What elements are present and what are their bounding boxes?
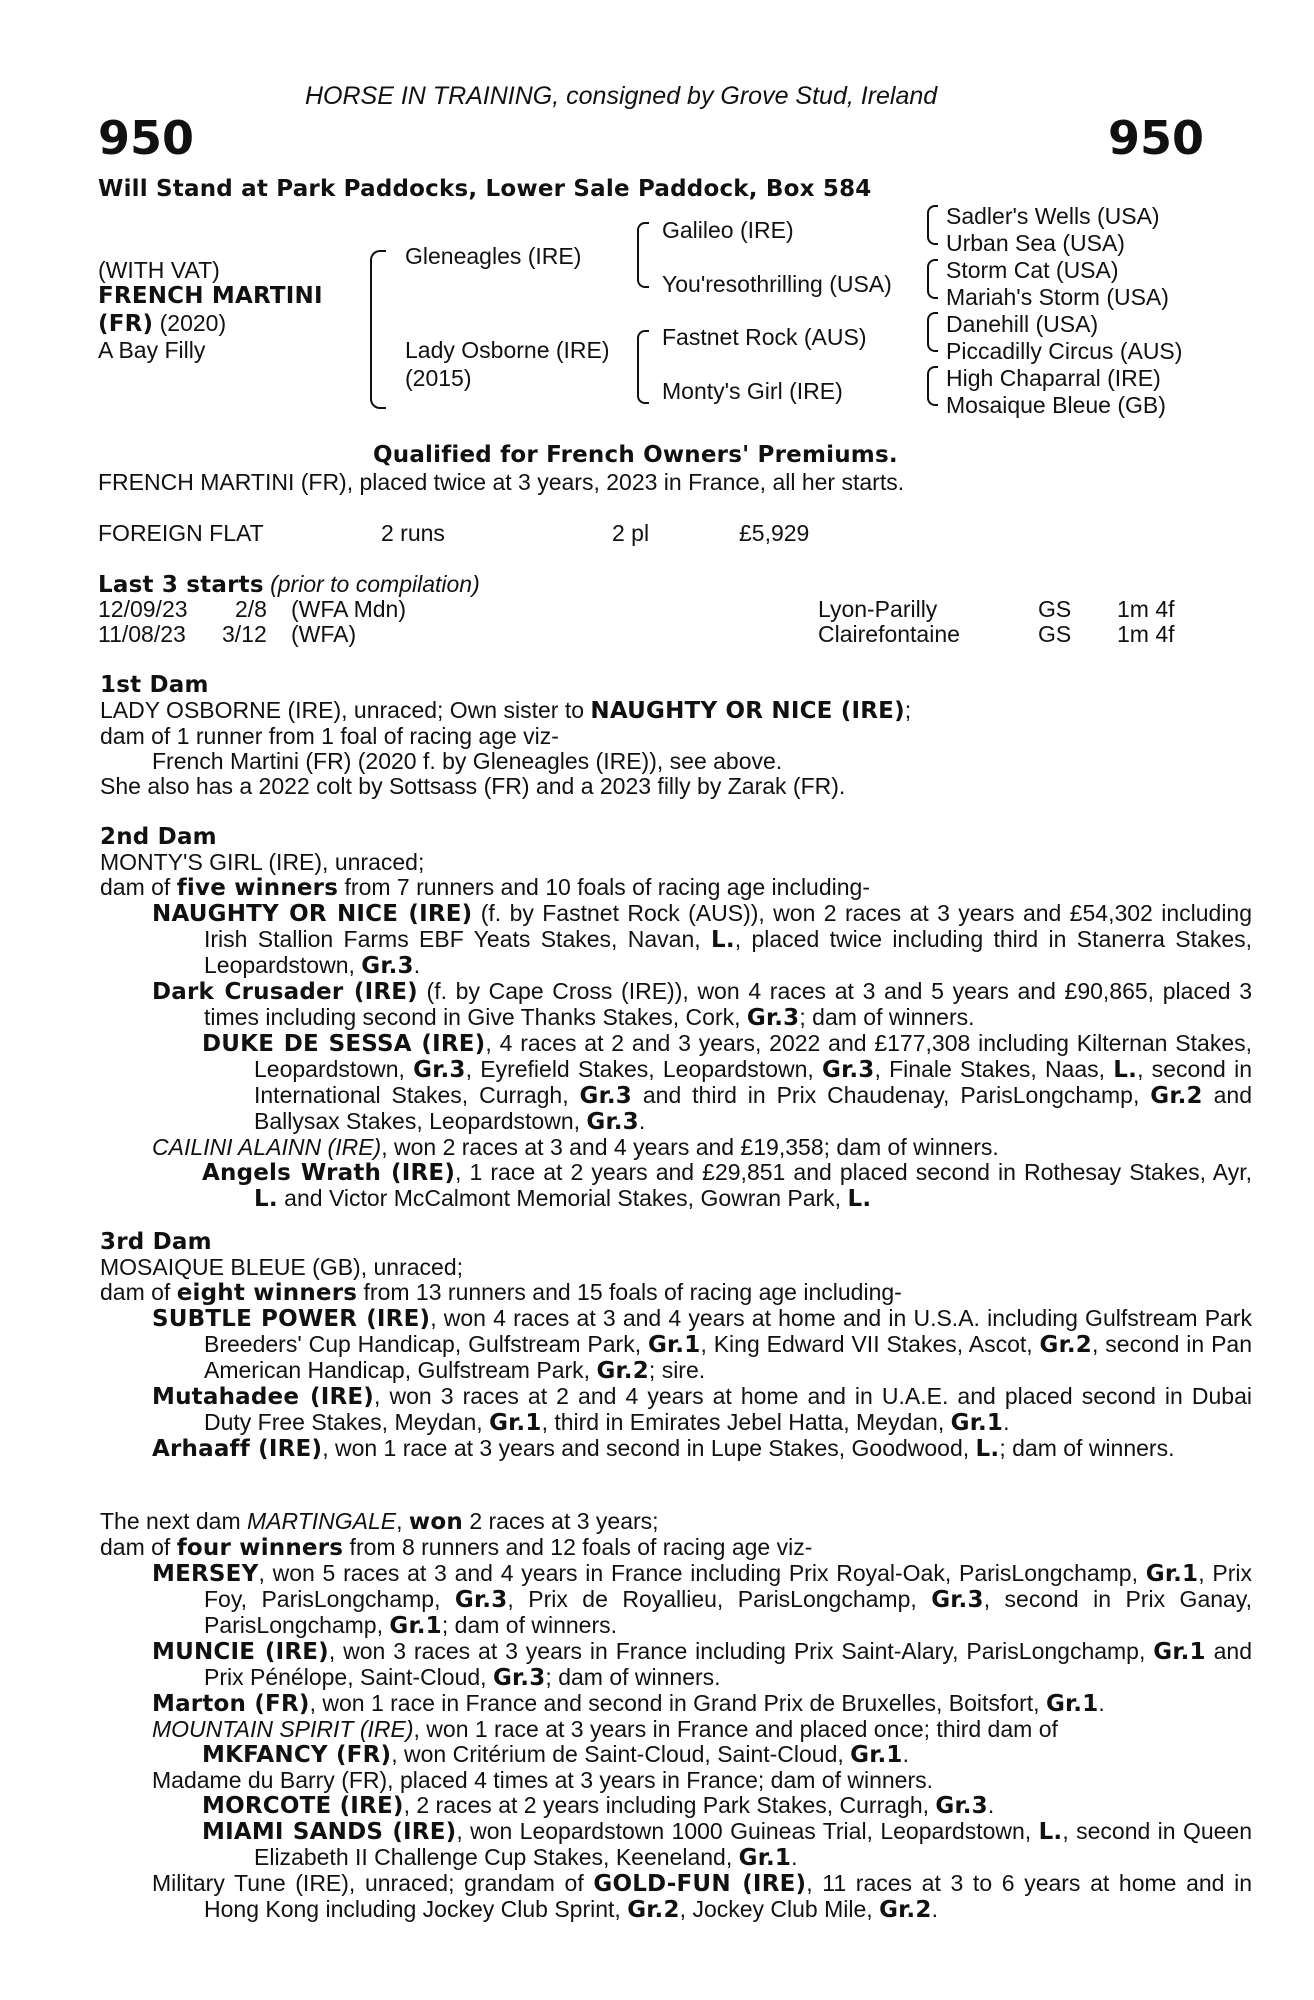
text: and Victor McCalmont Memorial Stakes, Gowran Park, bbox=[277, 1185, 848, 1211]
horse-name: MUNCIE (IRE) bbox=[152, 1639, 329, 1665]
text: , Jockey Club Mile, bbox=[679, 1896, 880, 1922]
pedigree-dam: Lady Osborne (IRE) bbox=[405, 337, 610, 363]
horse-name: Angels Wrath (IRE) bbox=[202, 1160, 456, 1186]
last-starts-note: (prior to compilation) bbox=[270, 571, 480, 597]
produce-entry bbox=[152, 1135, 1252, 1160]
text: , 4 races at 2 and 3 years, 2022 and £177,308 including Kilternan Stakes, Leopardstown, bbox=[254, 1030, 1252, 1082]
first-dam-heading: 1st Dam bbox=[100, 672, 209, 698]
grade: L. bbox=[1113, 1057, 1138, 1083]
vat-note: (WITH VAT) bbox=[98, 257, 220, 283]
text: , Prix Foy, ParisLongchamp, bbox=[204, 1560, 1252, 1612]
third-dam-heading: 3rd Dam bbox=[100, 1229, 212, 1255]
start-date: 12/09/23 bbox=[98, 596, 188, 622]
start-distance: 1m 4f bbox=[1117, 621, 1175, 647]
winners-count: four winners bbox=[176, 1535, 344, 1561]
text: ; sire. bbox=[648, 1357, 706, 1383]
produce-entry bbox=[202, 1160, 1252, 1212]
second-dam-section bbox=[100, 824, 1253, 1212]
produce-entry bbox=[152, 901, 1252, 979]
horse-name: DUKE DE SESSA (IRE) bbox=[202, 1031, 486, 1057]
grade: Gr.2 bbox=[596, 1358, 649, 1384]
text: dam of bbox=[100, 1534, 177, 1560]
horse-name: Arhaaff (IRE) bbox=[152, 1436, 323, 1462]
pedigree-dds: High Chaparral (IRE) bbox=[946, 365, 1161, 391]
horse-name: MKFANCY (FR) bbox=[202, 1742, 392, 1768]
first-dam-foal: French Martini (FR) (2020 f. by Gleneagles (IRE)), see above. bbox=[152, 748, 783, 774]
text: , Finale Stakes, Naas, bbox=[874, 1056, 1114, 1082]
last-starts-title: Last 3 starts bbox=[98, 572, 264, 598]
pedigree-brace-ds bbox=[927, 312, 938, 352]
text: . bbox=[1098, 1690, 1105, 1716]
text: . bbox=[638, 1108, 646, 1134]
text: from 7 runners and 10 foals of racing age including- bbox=[338, 874, 870, 900]
start-going: GS bbox=[1038, 596, 1072, 622]
grade: Gr.1 bbox=[647, 1332, 701, 1358]
text: from 8 runners and 12 foals of racing age viz- bbox=[343, 1534, 813, 1560]
produce-entry bbox=[152, 1306, 1252, 1384]
pedigree-sss: Sadler's Wells (USA) bbox=[946, 203, 1160, 229]
start-race: (WFA) bbox=[291, 621, 357, 647]
text: and third in Prix Chaudenay, ParisLongchamp, bbox=[631, 1082, 1151, 1108]
produce-entry bbox=[202, 1819, 1252, 1871]
text: ; dam of winners. bbox=[799, 1004, 975, 1030]
pedigree-dd: Monty's Girl (IRE) bbox=[662, 378, 843, 404]
text: , Eyrefield Stakes, Leopardstown, bbox=[465, 1056, 823, 1082]
premium-note: Qualified for French Owners' Premiums. bbox=[373, 442, 898, 468]
pedigree-brace-main bbox=[370, 250, 386, 409]
horse-country: (FR) bbox=[98, 311, 154, 337]
grade: Gr.1 bbox=[950, 1410, 1004, 1436]
grade: L. bbox=[710, 927, 735, 953]
horse-name: MIAMI SANDS (IRE) bbox=[202, 1819, 457, 1845]
pedigree-sdd: Mariah's Storm (USA) bbox=[946, 284, 1169, 310]
horse-description: A Bay Filly bbox=[98, 337, 206, 363]
horse-name: NAUGHTY OR NICE (IRE) bbox=[152, 901, 473, 927]
produce-entry bbox=[152, 979, 1252, 1031]
grade: Gr.3 bbox=[492, 1665, 546, 1691]
horse-name: Dark Crusader (IRE) bbox=[152, 979, 418, 1005]
pedigree-brace-ss bbox=[927, 205, 938, 245]
horse-name: GOLD-FUN (IRE) bbox=[593, 1871, 807, 1897]
grade: L. bbox=[847, 1186, 872, 1212]
lot-number-left: 950 bbox=[98, 111, 195, 165]
grade: Gr.1 bbox=[1045, 1691, 1099, 1717]
second-dam-produce bbox=[100, 875, 1200, 901]
third-dam-line: MOSAIQUE BLEUE (GB), unraced; bbox=[100, 1254, 464, 1280]
third-dam-section bbox=[100, 1229, 1252, 1462]
text: , won 1 race in France and second in Grand Prix de Bruxelles, Boitsfort, bbox=[309, 1690, 1046, 1716]
text: Madame du Barry (FR), placed 4 times at 3 years in France; dam of winners. bbox=[152, 1767, 934, 1793]
first-dam-younger: She also has a 2022 colt by Sottsass (FR) and a 2023 filly by Zarak (FR). bbox=[100, 773, 846, 799]
text: , bbox=[396, 1508, 409, 1534]
lot-number-right: 950 bbox=[1108, 111, 1205, 165]
produce-entry bbox=[152, 1717, 1252, 1742]
produce-entry bbox=[152, 1639, 1252, 1691]
produce-entry bbox=[152, 1561, 1252, 1639]
first-dam-line bbox=[100, 698, 1200, 724]
start-position: 2/8 bbox=[235, 596, 267, 622]
text: . bbox=[791, 1844, 798, 1870]
consignment-line: HORSE IN TRAINING, consigned by Grove Stud, Ireland bbox=[305, 82, 938, 110]
text: , 11 races at 3 to 6 years at home and in Hong Kong including Jockey Club Sprint, bbox=[204, 1870, 1253, 1922]
first-dam-produce: dam of 1 runner from 1 foal of racing age viz- bbox=[100, 723, 559, 749]
produce-entry bbox=[152, 1384, 1252, 1436]
text: ; dam of winners. bbox=[545, 1664, 721, 1690]
grade: Gr.3 bbox=[931, 1587, 984, 1613]
winners-count: eight winners bbox=[176, 1280, 358, 1306]
horse-name: FRENCH MARTINI bbox=[98, 283, 323, 309]
pedigree-dam-year: (2015) bbox=[405, 365, 472, 391]
horse-name: MOUNTAIN SPIRIT (IRE) bbox=[152, 1716, 414, 1742]
text: The next dam bbox=[100, 1508, 248, 1534]
start-date: 11/08/23 bbox=[98, 621, 186, 647]
pedigree-sire: Gleneagles (IRE) bbox=[405, 243, 582, 269]
start-course: Lyon-Parilly bbox=[818, 596, 938, 622]
text: and Ballysax Stakes, Leopardstown, bbox=[254, 1082, 1252, 1134]
text: , 2 races at 2 years including Park Stakes, Curragh, bbox=[403, 1792, 936, 1818]
next-dam-produce bbox=[100, 1535, 1200, 1561]
text: , third in Emirates Jebel Hatta, Meydan, bbox=[541, 1409, 951, 1435]
pedigree-ds: Fastnet Rock (AUS) bbox=[662, 324, 867, 350]
text: dam of bbox=[100, 1279, 177, 1305]
grade: L. bbox=[254, 1186, 278, 1212]
text: (f. by Fastnet Rock (AUS)), won 2 races at 3 years and £54,302 including Irish Stallion Farms EBF Yeats Stakes, Navan, bbox=[204, 900, 1253, 952]
text: , won Critérium de Saint-Cloud, Saint-Cloud, bbox=[391, 1741, 851, 1767]
horse-name: CAILINI ALAINN (IRE) bbox=[152, 1134, 382, 1160]
text: . bbox=[413, 952, 421, 978]
first-dam-sister: NAUGHTY OR NICE (IRE) bbox=[590, 698, 905, 724]
text: , second in International Stakes, Curragh, bbox=[254, 1056, 1252, 1108]
horse-name: Marton (FR) bbox=[152, 1691, 310, 1717]
grade: Gr.2 bbox=[627, 1897, 680, 1923]
text: , Prix de Royallieu, ParisLongchamp, bbox=[507, 1586, 932, 1612]
text: . bbox=[1003, 1409, 1010, 1435]
grade: Gr.1 bbox=[850, 1742, 903, 1768]
text: (f. by Cape Cross (IRE)), won 4 races at 3 and 5 years and £90,865, placed 3 times including second in Give Thanks Stakes, Cork, bbox=[204, 978, 1253, 1030]
stand-location: Will Stand at Park Paddocks, Lower Sale Paddock, Box 584 bbox=[98, 176, 872, 202]
second-dam-heading: 2nd Dam bbox=[100, 824, 217, 850]
produce-entry bbox=[152, 1436, 1252, 1462]
pedigree-dss: Danehill (USA) bbox=[946, 311, 1099, 337]
pedigree-dsd: Piccadilly Circus (AUS) bbox=[946, 338, 1183, 364]
text: . bbox=[987, 1792, 995, 1818]
last-starts-heading bbox=[98, 572, 480, 598]
grade: Gr.3 bbox=[579, 1083, 632, 1109]
first-dam-text: LADY OSBORNE (IRE), unraced; Own sister to bbox=[100, 697, 591, 723]
horse-country-year bbox=[98, 311, 226, 337]
grade: Gr.2 bbox=[1039, 1332, 1093, 1358]
winners-count: five winners bbox=[176, 875, 339, 901]
grade: Gr.3 bbox=[413, 1057, 466, 1083]
text: , second in Queen Elizabeth II Challenge Cup Stakes, Keeneland, bbox=[254, 1818, 1253, 1870]
start-position: 3/12 bbox=[222, 621, 267, 647]
grade: Gr.3 bbox=[361, 953, 414, 979]
text: , won 3 races at 2 and 4 years at home and in U.A.E. and placed second in Dubai Duty Free Stakes, Meydan, bbox=[204, 1383, 1252, 1435]
text: , won 4 races at 3 and 4 years at home and in U.S.A. including Gulfstream Park Breeders' Cup Handicap, Gulfstream Park, bbox=[204, 1305, 1252, 1357]
start-distance: 1m 4f bbox=[1117, 596, 1175, 622]
start-going: GS bbox=[1038, 621, 1072, 647]
produce-entry bbox=[202, 1031, 1252, 1135]
text: , placed twice including third in Stanerra Stakes, Leopardstown, bbox=[204, 926, 1253, 978]
racing-summary: FRENCH MARTINI (FR), placed twice at 3 years, 2023 in France, all her starts. bbox=[98, 469, 905, 495]
text: , 1 race at 2 years and £29,851 and placed second in Rothesay Stakes, Ayr, bbox=[455, 1159, 1252, 1185]
grade: Gr.2 bbox=[879, 1897, 932, 1923]
pedigree-brace-sire bbox=[637, 222, 649, 288]
horse-name: MORCOTE (IRE) bbox=[202, 1793, 404, 1819]
next-dam-name: MARTINGALE bbox=[247, 1508, 397, 1534]
produce-entry bbox=[152, 1871, 1252, 1923]
text: from 13 runners and 15 foals of racing age including- bbox=[357, 1279, 902, 1305]
grade: Gr.1 bbox=[738, 1845, 792, 1871]
pedigree-ddd: Mosaique Bleue (GB) bbox=[946, 392, 1166, 418]
text: , won 3 races at 3 years in France including Prix Saint-Alary, ParisLongchamp, bbox=[328, 1638, 1154, 1664]
grade: Gr.2 bbox=[1150, 1083, 1203, 1109]
produce-entry bbox=[152, 1768, 1252, 1793]
text: Military Tune (IRE), unraced; grandam of bbox=[152, 1870, 594, 1896]
grade: Gr.1 bbox=[1145, 1561, 1199, 1587]
text: , won 5 races at 3 and 4 years in France including Prix Royal-Oak, ParisLongchamp, bbox=[258, 1560, 1146, 1586]
text: and Prix Pénélope, Saint-Cloud, bbox=[204, 1638, 1253, 1690]
text: , King Edward VII Stakes, Ascot, bbox=[700, 1331, 1040, 1357]
pedigree-brace-dd bbox=[927, 366, 938, 406]
won-label: won bbox=[408, 1509, 463, 1535]
next-dam-line bbox=[100, 1509, 1200, 1535]
text: 2 races at 3 years; bbox=[462, 1508, 659, 1534]
record-placed: 2 pl bbox=[612, 520, 650, 546]
produce-entry bbox=[202, 1793, 1252, 1819]
grade: Gr.3 bbox=[586, 1109, 639, 1135]
text: ; dam of winners. bbox=[441, 1612, 618, 1638]
start-course: Clairefontaine bbox=[818, 621, 960, 647]
grade: Gr.3 bbox=[746, 1005, 800, 1031]
text: , second in Prix Ganay, ParisLongchamp, bbox=[204, 1586, 1253, 1638]
text: , second in Pan American Handicap, Gulfstream Park, bbox=[204, 1331, 1252, 1383]
text: , won 1 race at 3 years and second in Lupe Stakes, Goodwood, bbox=[322, 1435, 976, 1461]
grade: Gr.1 bbox=[1153, 1639, 1206, 1665]
pedigree-brace-dam bbox=[637, 330, 649, 404]
text: dam of bbox=[100, 874, 177, 900]
record-category: FOREIGN FLAT bbox=[98, 520, 264, 546]
grade: Gr.3 bbox=[935, 1793, 988, 1819]
record-runs: 2 runs bbox=[381, 520, 445, 546]
record-earnings: £5,929 bbox=[739, 520, 810, 546]
horse-name: MERSEY bbox=[152, 1561, 259, 1587]
horse-name: Mutahadee (IRE) bbox=[152, 1384, 375, 1410]
text: , won 2 races at 3 and 4 years and £19,358; dam of winners. bbox=[381, 1134, 999, 1160]
grade: Gr.1 bbox=[489, 1410, 542, 1436]
pedigree-sd: You'resothrilling (USA) bbox=[662, 271, 892, 297]
pedigree-ssd: Urban Sea (USA) bbox=[946, 230, 1125, 256]
first-dam-punct: ; bbox=[904, 697, 912, 723]
grade: Gr.3 bbox=[822, 1057, 875, 1083]
horse-year: (2020) bbox=[153, 310, 227, 336]
produce-entry bbox=[202, 1742, 1252, 1768]
text: . bbox=[902, 1741, 910, 1767]
grade: Gr.1 bbox=[389, 1613, 442, 1639]
text: , won Leopardstown 1000 Guineas Trial, Leopardstown, bbox=[456, 1818, 1039, 1844]
grade: Gr.3 bbox=[454, 1587, 508, 1613]
pedigree-ss: Galileo (IRE) bbox=[662, 217, 794, 243]
next-dam-section bbox=[100, 1508, 1253, 1923]
grade: L. bbox=[1038, 1819, 1063, 1845]
horse-name: SUBTLE POWER (IRE) bbox=[152, 1306, 431, 1332]
pedigree-sds: Storm Cat (USA) bbox=[946, 257, 1119, 283]
start-race: (WFA Mdn) bbox=[291, 596, 407, 622]
pedigree-brace-sd bbox=[927, 259, 938, 299]
third-dam-produce bbox=[100, 1280, 1200, 1306]
text: ; dam of winners. bbox=[999, 1435, 1175, 1461]
text: . bbox=[931, 1896, 938, 1922]
first-dam-section bbox=[100, 673, 1200, 799]
produce-entry bbox=[152, 1691, 1252, 1717]
grade: L. bbox=[975, 1436, 1000, 1462]
second-dam-line: MONTY'S GIRL (IRE), unraced; bbox=[100, 849, 425, 875]
text: , won 1 race at 3 years in France and placed once; third dam of bbox=[413, 1716, 1058, 1742]
